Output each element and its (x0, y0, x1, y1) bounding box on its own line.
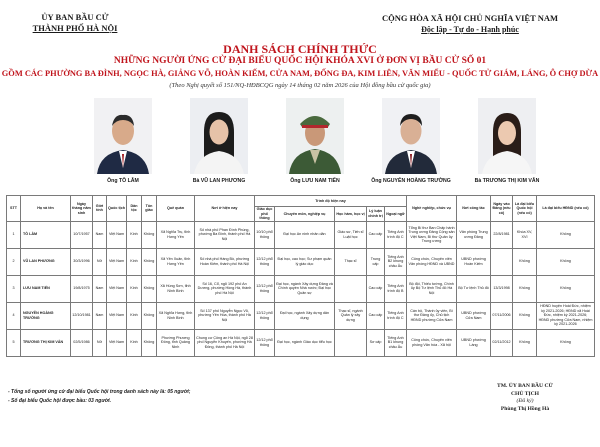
country-name: CỘNG HÒA XÃ HỘI CHỦ NGHĨA VIỆT NAM (381, 13, 559, 23)
cell-edu-specialty: Đại học, cao học; Sư phạm quản lý giáo dục (275, 248, 335, 275)
cell-edu-politics: Trung cấp (367, 248, 385, 275)
signature-title: CHỦ TỊCH (510, 390, 540, 397)
candidate-photo-2 (190, 98, 248, 174)
cell-hometown: Xã Nghĩa Hưng, tỉnh Ninh Bình (157, 302, 195, 329)
col-dob: Ngày tháng năm sinh (71, 196, 93, 222)
cell-party-date: 07/11/2006 (491, 302, 513, 329)
footer-seats-to-elect: - Số đại biểu Quốc hội được bầu: 03 người. (8, 398, 112, 404)
cell-party-date: 22/8/1981 (491, 221, 513, 248)
col-gender: Giới tính (93, 196, 107, 222)
cell-na-delegate: Không (513, 275, 537, 302)
cell-council-delegate: Không (537, 248, 595, 275)
table-row (7, 275, 595, 302)
col-religion: Tôn giáo (142, 196, 157, 222)
photo-caption-1: Ông TÔ LÂM (107, 178, 139, 184)
cell-residence: Số nhà phố Hàng Bồ, phường Hoàn Kiếm, thành phố Hà Nội (195, 248, 255, 275)
col-education-group: Trình độ hiện nay (255, 196, 407, 207)
issuer-block (20, 12, 130, 34)
cell-council-delegate: HĐND huyện Hoài Đức, nhiệm kỳ 2021-2026; HĐND xã Hoài Đức, nhiệm kỳ 2021-2026; HĐND phường Cửa Nam, nhiệm kỳ 2021-2026 (537, 302, 595, 329)
cell-nationality: Việt Nam (107, 275, 127, 302)
cell-occupation: Công chức, Chuyên viên phòng Văn hóa - Xã hội (407, 329, 457, 356)
photo-caption-3: Ông LƯU NAM TIẾN (290, 178, 340, 184)
cell-edu-specialty: Đại học, ngành Giáo dục tiểu học (275, 329, 335, 356)
cell-edu-general: 12/12 phổ thông (255, 275, 275, 302)
cell-edu-language: Tiếng Anh trình độ C (385, 221, 407, 248)
signature-block (470, 383, 580, 413)
cell-name: TRƯƠNG THỊ KIM VÂN (21, 329, 71, 356)
col-workplace: Nơi công tác (457, 196, 491, 222)
cell-na-delegate: Không (513, 329, 537, 356)
col-ethnicity: Dân tộc (127, 196, 142, 222)
legal-basis-note: (Theo Nghị quyết số 151/NQ-HĐBCQG ngày 14 tháng 02 năm 2026 của Hội đồng bầu cử quốc gia) (169, 82, 431, 89)
cell-dob: 02/5/1986 (71, 329, 93, 356)
cell-ethnicity: Kinh (127, 221, 142, 248)
cell-gender: Nam (93, 221, 107, 248)
cell-hometown: Xã Nghĩa Trụ, tỉnh Hưng Yên (157, 221, 195, 248)
cell-name: VŨ LAN PHƯƠNG (21, 248, 71, 275)
col-occupation: Nghề nghiệp, chức vụ (407, 196, 457, 222)
cell-council-delegate: Không (537, 221, 595, 248)
candidate-photo-4 (382, 98, 440, 174)
document-title: DANH SÁCH CHÍNH THỨC (223, 42, 377, 56)
cell-nationality: Việt Nam (107, 248, 127, 275)
table-row (7, 329, 595, 356)
cell-nationality: Việt Nam (107, 302, 127, 329)
cell-edu-degree: Thạc sĩ (335, 248, 367, 275)
cell-name: LƯU NAM TIẾN (21, 275, 71, 302)
cell-edu-degree (335, 329, 367, 356)
signature-status: (Đã ký) (516, 398, 534, 404)
cell-edu-general: 12/12 phổ thông (255, 248, 275, 275)
cell-gender: Nữ (93, 248, 107, 275)
cell-workplace: UBND phường Hoàn Kiếm (457, 248, 491, 275)
motto: Độc lập - Tự do - Hạnh phúc (421, 25, 519, 34)
cell-gender: Nam (93, 302, 107, 329)
col-na-delegate: Là đại biểu Quốc hội (nếu có) (513, 196, 537, 222)
candidate-table (6, 195, 595, 357)
cell-ethnicity: Kinh (127, 329, 142, 356)
col-stt: STT (7, 196, 21, 222)
col-edu-general: Giáo dục phổ thông (255, 207, 275, 222)
cell-edu-politics: Sơ cấp (367, 329, 385, 356)
cell-na-delegate: Khóa XV, XVI (513, 221, 537, 248)
cell-edu-politics: Cao cấp (367, 221, 385, 248)
photo-caption-2: Bà VŨ LAN PHƯƠNG (192, 178, 246, 184)
cell-edu-politics: Cao cấp (367, 275, 385, 302)
cell-occupation: Công chức, Chuyên viên Văn phòng HĐND và UBND (407, 248, 457, 275)
document-subtitle: NHỮNG NGƯỜI ỨNG CỬ ĐẠI BIỂU QUỐC HỘI KHÓA XVI Ở ĐƠN VỊ BẦU CỬ SỐ 01 (113, 56, 487, 66)
cell-stt: 2 (7, 248, 21, 275)
cell-name: NGUYỄN HOÀNG TRƯỜNG (21, 302, 71, 329)
candidate-photo-1 (94, 98, 152, 174)
issuer-name-line2: THÀNH PHỐ HÀ NỘI (32, 23, 118, 33)
cell-edu-degree: Giáo sư, Tiến sĩ Luật học (335, 221, 367, 248)
cell-occupation: Tổng Bí thư Ban Chấp hành Trung ương Đảng Cộng sản Việt Nam, Bí thư Quân ủy Trung ương (407, 221, 457, 248)
cell-workplace: UBND phường Cửa Nam (457, 302, 491, 329)
electoral-area: GỒM CÁC PHƯỜNG BA ĐÌNH, NGỌC HÀ, GIẢNG VÕ, HOÀN KIẾM, CỬA NAM, ĐỐNG ĐA, KIM LIÊN, VĂN MIẾU - QUỐC TỬ GIÁM, LÁNG, Ô CHỢ DỪA (1, 69, 599, 78)
cell-edu-specialty: Đại học, ngành Xây dựng dân dụng (275, 302, 335, 329)
cell-name: TÔ LÂM (21, 221, 71, 248)
cell-nationality: Việt Nam (107, 329, 127, 356)
cell-stt: 4 (7, 302, 21, 329)
cell-residence: Số nhà phố Phan Đình Phùng, phường Ba Đình, thành phố Hà Nội (195, 221, 255, 248)
cell-occupation: Cán bộ, Thành ủy viên, Bí thư Đảng ủy, Chủ tịch HĐND phường Cửa Nam (407, 302, 457, 329)
cell-party-date: 02/11/2012 (491, 329, 513, 356)
cell-edu-general: 12/12 phổ thông (255, 302, 275, 329)
cell-gender: Nữ (93, 329, 107, 356)
cell-na-delegate: Không (513, 248, 537, 275)
col-party-date: Ngày vào Đảng (nếu có) (491, 196, 513, 222)
cell-stt: 1 (7, 221, 21, 248)
col-edu-specialty: Chuyên môn, nghiệp vụ (275, 207, 335, 222)
cell-edu-degree (335, 275, 367, 302)
table-row (7, 221, 595, 248)
cell-edu-general: 12/12 phổ thông (255, 329, 275, 356)
photo-caption-5: Bà TRƯƠNG THỊ KIM VÂN (474, 178, 540, 184)
cell-edu-language: Tiếng Anh trình độ B (385, 275, 407, 302)
col-council-delegate: Là đại biểu HĐND (nếu có) (537, 196, 595, 222)
cell-ethnicity: Kinh (127, 275, 142, 302)
cell-council-delegate: Không (537, 275, 595, 302)
cell-hometown: Xã Hùng Sơn, tỉnh Ninh Bình (157, 275, 195, 302)
col-nationality: Quốc tịch (107, 196, 127, 222)
table-row (7, 302, 595, 329)
cell-edu-politics: Cao cấp (367, 302, 385, 329)
cell-occupation: Bộ đội, Thiếu tướng, Chính ủy Bộ Tư lệnh Thủ đô Hà Nội (407, 275, 457, 302)
cell-religion: Không (142, 248, 157, 275)
col-edu-degree: Học hàm, học vị (335, 207, 367, 222)
cell-ethnicity: Kinh (127, 302, 142, 329)
cell-hometown: Xã Yên Xuân, tỉnh Hưng Yên (157, 248, 195, 275)
signatory-name: Phùng Thị Hồng Hà (500, 405, 550, 412)
cell-edu-general: 10/10 phổ thông (255, 221, 275, 248)
cell-nationality: Việt Nam (107, 221, 127, 248)
cell-dob: 19/8/1975 (71, 275, 93, 302)
candidate-rows (7, 221, 595, 356)
cell-residence: Số 16, Cổ, ngõ 192 phố An Dương, phường Hồng Hà, thành phố Hà Nội (195, 275, 255, 302)
cell-religion: Không (142, 329, 157, 356)
candidate-photo-3 (286, 98, 344, 174)
cell-dob: 12/10/1981 (71, 302, 93, 329)
cell-edu-language: Tiếng Anh trình độ C (385, 302, 407, 329)
cell-edu-language: Tiếng Anh B1 khung châu Âu (385, 329, 407, 356)
cell-stt: 5 (7, 329, 21, 356)
cell-hometown: Phường Phương Đông, tỉnh Quảng Ninh (157, 329, 195, 356)
col-hometown: Quê quán (157, 196, 195, 222)
cell-residence: Chung cư Công an Hà Nội, ngõ 28 phố Nguyễn Khuyến, phường Hà Đông, thành phố Hà Nội (195, 329, 255, 356)
cell-party-date: 13/3/1998 (491, 275, 513, 302)
cell-workplace: Bộ Tư lệnh Thủ đô (457, 275, 491, 302)
photo-caption-4: Ông NGUYỄN HOÀNG TRƯỜNG (371, 178, 451, 184)
cell-edu-specialty: Đại học An ninh nhân dân (275, 221, 335, 248)
issuer-name-line1: ỦY BAN BẦU CỬ (41, 12, 109, 22)
col-residence: Nơi ở hiện nay (195, 196, 255, 222)
candidate-photo-5 (478, 98, 536, 174)
cell-workplace: UBND phường Láng (457, 329, 491, 356)
col-name: Họ và tên (21, 196, 71, 222)
col-edu-politics: Lý luận chính trị (367, 207, 385, 222)
cell-dob: 30/3/1996 (71, 248, 93, 275)
signature-authority: TM. ỦY BAN BẦU CỬ (497, 383, 553, 389)
cell-party-date (491, 248, 513, 275)
cell-residence: Số 137 phố Nguyễn Ngọc Vũ, phường Yên Hòa, thành phố Hà Nội (195, 302, 255, 329)
cell-edu-specialty: Đại học, ngành Xây dựng Đảng và Chính quyền Nhà nước; Đại học Quân sự (275, 275, 335, 302)
cell-council-delegate: Không (537, 329, 595, 356)
cell-ethnicity: Kinh (127, 248, 142, 275)
cell-stt: 3 (7, 275, 21, 302)
col-edu-language: Ngoại ngữ (385, 207, 407, 222)
cell-religion: Không (142, 302, 157, 329)
cell-edu-degree: Thạc sĩ, ngành Quản lý xây dựng (335, 302, 367, 329)
cell-na-delegate: Không (513, 302, 537, 329)
cell-gender: Nam (93, 275, 107, 302)
national-motto-block (355, 12, 585, 36)
cell-religion: Không (142, 275, 157, 302)
cell-religion: Không (142, 221, 157, 248)
cell-edu-language: Tiếng Anh B2 khung châu Âu (385, 248, 407, 275)
cell-dob: 10/7/1957 (71, 221, 93, 248)
table-row (7, 248, 595, 275)
cell-workplace: Văn phòng Trung ương Đảng (457, 221, 491, 248)
footer-total-candidates: - Tổng số người ứng cử đại biểu Quốc hội trong danh sách này là: 05 người; (8, 389, 191, 395)
